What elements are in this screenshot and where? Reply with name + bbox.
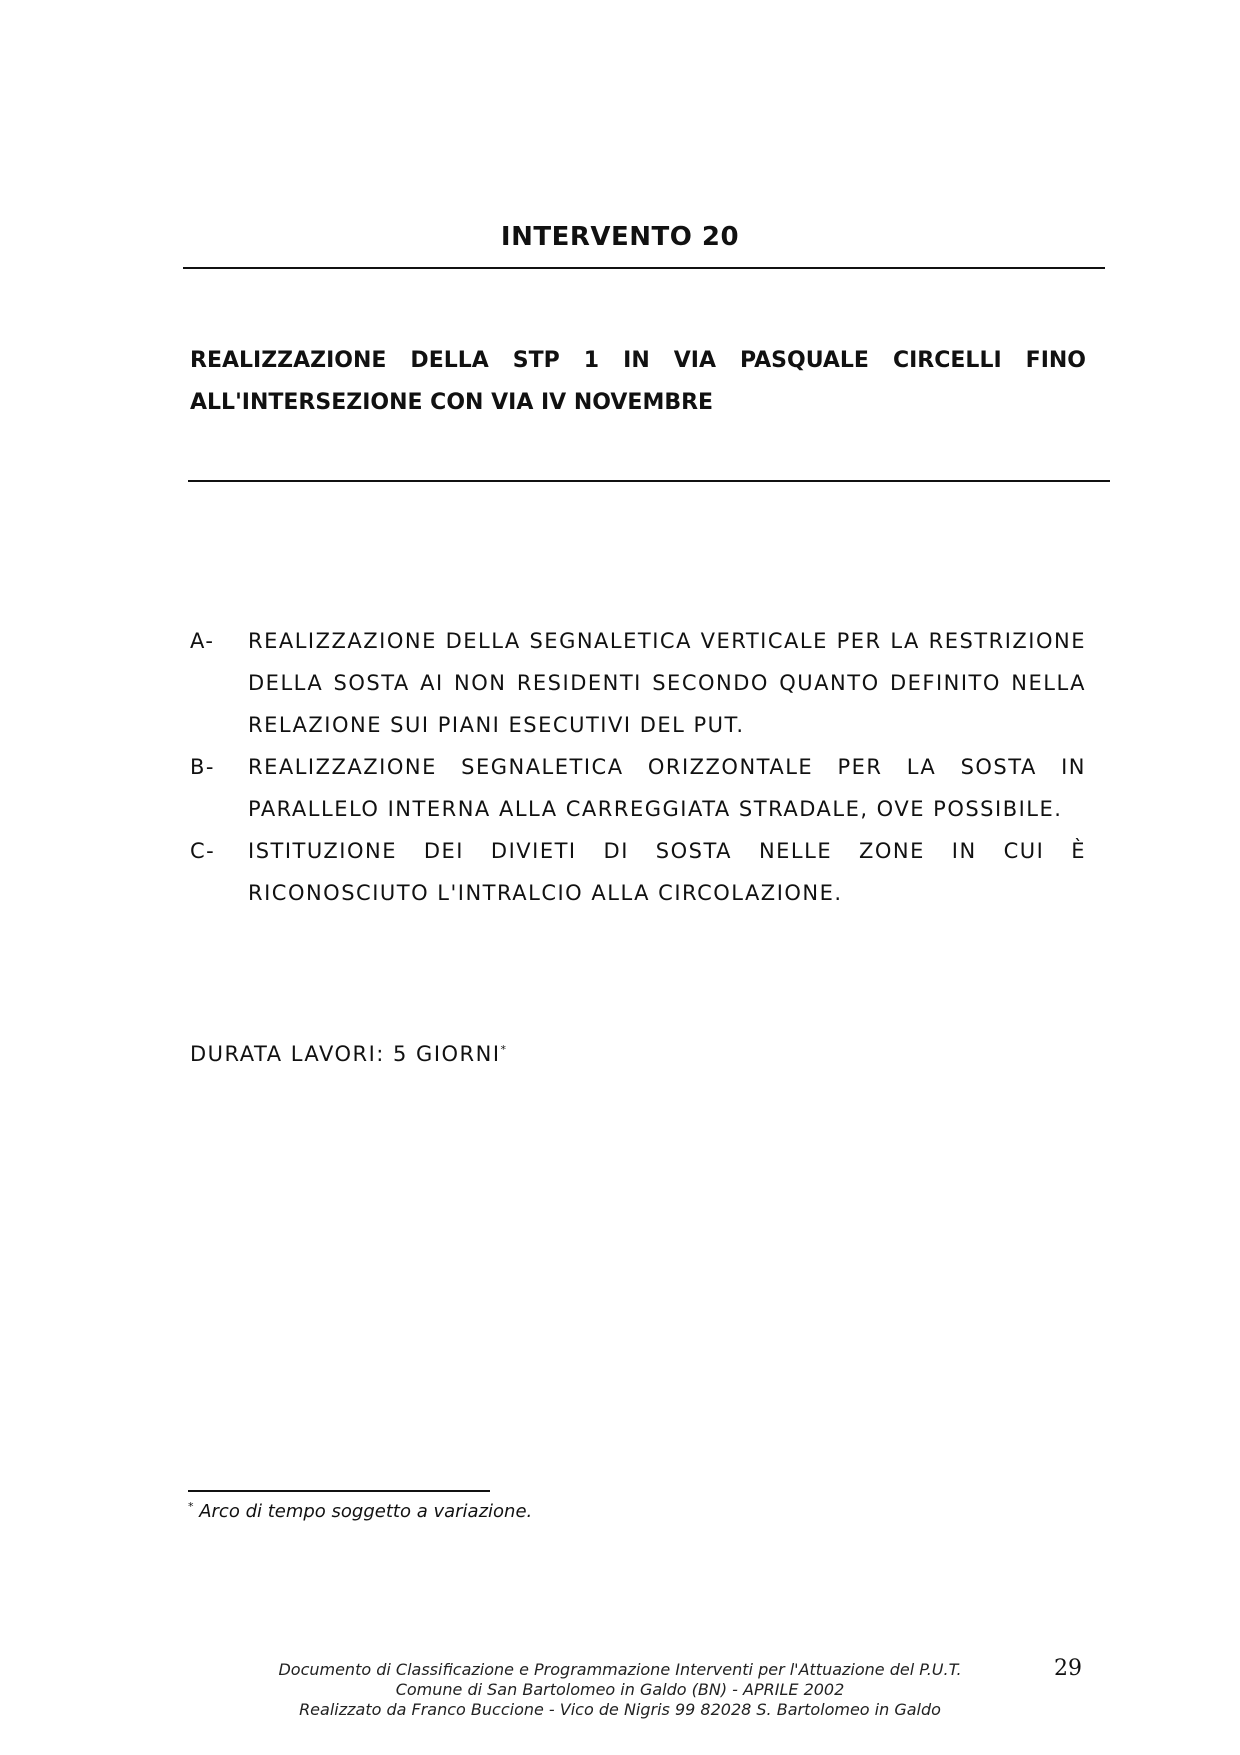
list-item-text: ISTITUZIONE DEI DIVIETI DI SOSTA NELLE ZONE IN CUI È RICONOSCIUTO L'INTRALCIO ALLA CIRCOLAZIONE. <box>248 839 1086 905</box>
footer-line-3: Realizzato da Franco Buccione - Vico de Nigris 99 82028 S. Bartolomeo in Galdo <box>299 1700 941 1719</box>
footer-line-1: Documento di Classificazione e Programmazione Interventi per l'Attuazione del P.U.T. <box>278 1660 962 1679</box>
footnote-reference: * <box>500 1043 508 1056</box>
subtitle-divider <box>188 480 1110 482</box>
footnote-separator <box>188 1490 490 1492</box>
intervention-list <box>190 620 1086 914</box>
subtitle-line-1: REALIZZAZIONE DELLA STP 1 IN VIA PASQUALE CIRCELLI FINO <box>190 348 1086 373</box>
footnote-text: Arco di tempo soggetto a variazione. <box>193 1501 533 1522</box>
footnote <box>188 1500 532 1522</box>
subtitle-line-2: ALL'INTERSEZIONE CON VIA IV NOVEMBRE <box>190 390 714 415</box>
list-item <box>190 830 1086 914</box>
page-number: 29 <box>1054 1656 1082 1681</box>
work-duration <box>190 1042 508 1066</box>
list-item <box>190 746 1086 830</box>
intervention-subtitle <box>190 340 1086 424</box>
list-marker: B- <box>190 755 215 779</box>
list-item-text: REALIZZAZIONE DELLA SEGNALETICA VERTICALE PER LA RESTRIZIONE DELLA SOSTA AI NON RESIDENTI SECONDO QUANTO DEFINITO NELLA RELAZIONE SUI PIANI ESECUTIVI DEL PUT. <box>248 629 1086 737</box>
list-marker: C- <box>190 839 216 863</box>
duration-label: DURATA LAVORI: 5 GIORNI <box>190 1042 501 1066</box>
list-item <box>190 620 1086 746</box>
page-title: INTERVENTO 20 <box>500 222 740 252</box>
list-marker: A- <box>190 629 215 653</box>
title-divider <box>183 267 1105 269</box>
footer-line-2: Comune di San Bartolomeo in Galdo (BN) - APRILE 2002 <box>395 1680 845 1699</box>
footnote-mark: * <box>188 1500 194 1513</box>
list-item-text: REALIZZAZIONE SEGNALETICA ORIZZONTALE PER LA SOSTA IN PARALLELO INTERNA ALLA CARREGGIATA STRADALE, OVE POSSIBILE. <box>248 755 1086 821</box>
